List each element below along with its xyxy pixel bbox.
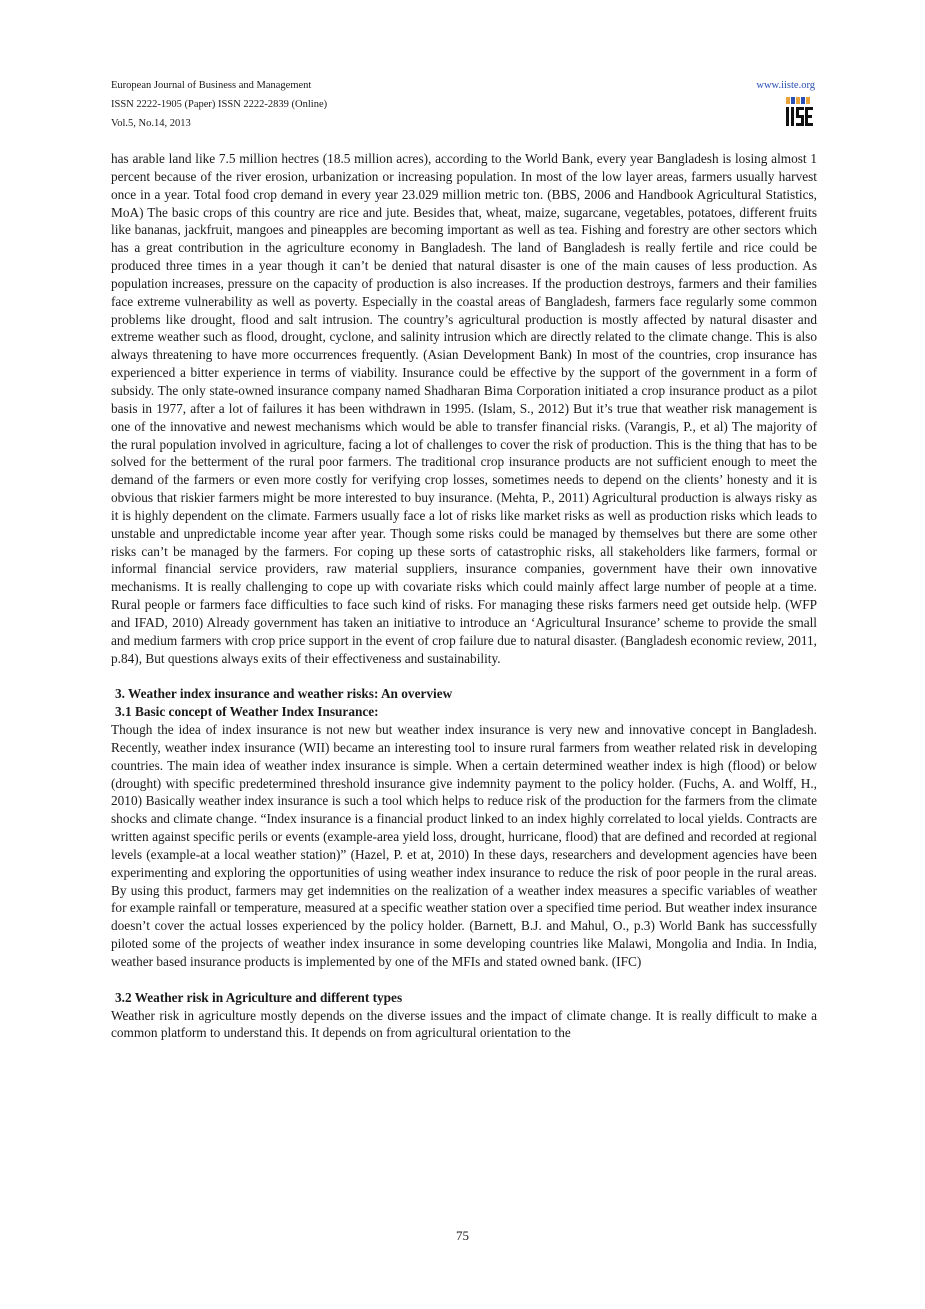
paragraph-spacer [111, 667, 817, 685]
paragraph-spacer [111, 971, 817, 989]
body-paragraph-3: Weather risk in agriculture mostly depends on the diverse issues and the impact of climate change. It is really difficult to make a common platform to understand this. It depends on from agricultural orientation to the [111, 1007, 817, 1041]
subsection-heading-3-2: 3.2 Weather risk in Agriculture and different types [115, 989, 403, 1005]
subsection-heading-3-1: 3.1 Basic concept of Weather Index Insurance: [115, 704, 379, 720]
page-header [111, 79, 815, 131]
article-body [111, 150, 817, 1042]
page-number: 75 [456, 1228, 469, 1243]
volume-line: Vol.5, No.14, 2013 [111, 118, 191, 129]
issn-line: ISSN 2222-1905 (Paper) ISSN 2222-2839 (Online) [111, 99, 328, 110]
journal-name: European Journal of Business and Management [111, 80, 312, 91]
iiste-logo-icon [785, 96, 813, 128]
journal-url-link[interactable]: www.iiste.org [756, 80, 815, 91]
section-heading-3: 3. Weather index insurance and weather risks: An overview [115, 686, 453, 702]
body-paragraph-2: Though the idea of index insurance is not new but weather index insurance is very new and innovative concept in Bangladesh. Recently, weather index insurance (WII) became an interesting tool to insure rural farmers from weather related risk in developing countries. The main idea of weather index insurance is simple. When a certain determined weather index is high (flood) or below (drought) with specific predetermined threshold insurance give indemnity payment to the policy holder. (Fuchs, A. and Wolff, H., 2010) Basically weather index insurance is such a tool which helps to reduce risk of the production for the farmers from the climate shocks and climate change. “Index insurance is a financial product linked to an index highly correlated to local yields. Contracts are written against specific perils or events (example-area yield loss, drought, hurricane, flood) that are defined and recorded at regional levels (example-at a local weather station)” (Hazel, P. et at, 2010) In these days, researchers and development agencies have been experimenting and exploring the opportunities of using weather index insurance to reduce the risk of poor people in the rural areas. By using this product, farmers may get indemnities on the realization of a weather index measures a specific variables of weather for example rainfall or temperature, measured at a specific weather station over a specified time period. But weather index insurance doesn’t cover the actual losses experienced by the policy holder. (Barnett, B.J. and Mahul, O., p.3) World Bank has successfully piloted some of the projects of weather index insurance in some developing countries like Malawi, Mongolia and India. In India, weather based insurance products is implemented by one of the MFIs and stated owned bank. (IFC) [111, 722, 817, 969]
body-paragraph-1: has arable land like 7.5 million hectres (18.5 million acres), according to the World Bank, every year Bangladesh is losing almost 1 percent because of the river erosion, urbanization or increasing population. In most of the low layer areas, farmers usually harvest once in a year. Total food crop demand in every year 23.029 million metric ton. (BBS, 2006 and Handbook Agricultural Statistics, MoA) The basic crops of this country are rice and jute. Besides that, wheat, maize, sugarcane, vegetables, potatoes, different fruits like bananas, jackfruit, mangoes and pineapples are becoming important as well as tea. Fishing and forestry are other sectors which has a great contribution in the agriculture economy in Bangladesh. The land of Bangladesh is really fertile and rice could be produced three times in a year though it can’t be denied that natural disaster is one of the main causes of less production. As population increases, pressure on the capacity of production is also increases. If the production destroys, farmers and their families face extreme vulnerability as well as poverty. Especially in the coastal areas of Bangladesh, farmers face regularly some common problems like drought, flood and salt intrusion. The country’s agricultural production is mostly affected by natural disaster and extreme weather such as flood, drought, cyclone, and salinity intrusion which are directly related to the climate change. This is also always threatening to have more occurrences frequently. (Asian Development Bank) In most of the countries, crop insurance has experienced a bitter experience in terms of viability. Insurance could be effective by the support of the government in a form of subsidy. The only state-owned insurance company named Shadharan Bima Corporation initiated a crop insurance product as a pilot basis in 1977, after a lot of failures it has been withdrawn in 1995. (Islam, S., 2012) But it’s true that weather risk management is one of the innovative and newest mechanisms which would be able to transfer financial risks. (Varangis, P., et al) The majority of the rural population involved in agriculture, facing a lot of challenges to cover the risk of production. This is the thing that has to be solved for the betterment of the rural poor farmers. The traditional crop insurance products are not sufficient enough to meet the demand of the farmers or even more costly for verifying crop losses, sometimes needs to depend on the clients’ honesty and it is obvious that riskier farmers might be more interested to buy insurance. (Mehta, P., 2011) Agricultural production is always risky as it is highly dependent on the climate. Farmers usually face a lot of risks like market risks as well as production risks which leads to unstable and unpredictable income year after year. Though some risks could be managed by themselves but there are some other risks can’t be managed by the farmers. For coping up these sorts of catastrophic risks, all stakeholders like farmers, formal or informal financial service providers, raw material suppliers, insurance companies, government have their own innovative mechanisms. It is really challenging to cope up with covariate risks which could mainly affect large number of people at a time. Rural people or farmers face difficulties to face such kind of risks. For managing these risks farmers need get outside help. (WFP and IFAD, 2010) Already government has taken an initiative to introduce an ‘Agricultural Insurance’ scheme to provide the small and medium farmers with crop price support in the event of crop failure due to natural disaster. (Bangladesh economic review, 2011, p.84), But questions always exits of their effectiveness and sustainability. [111, 151, 817, 666]
